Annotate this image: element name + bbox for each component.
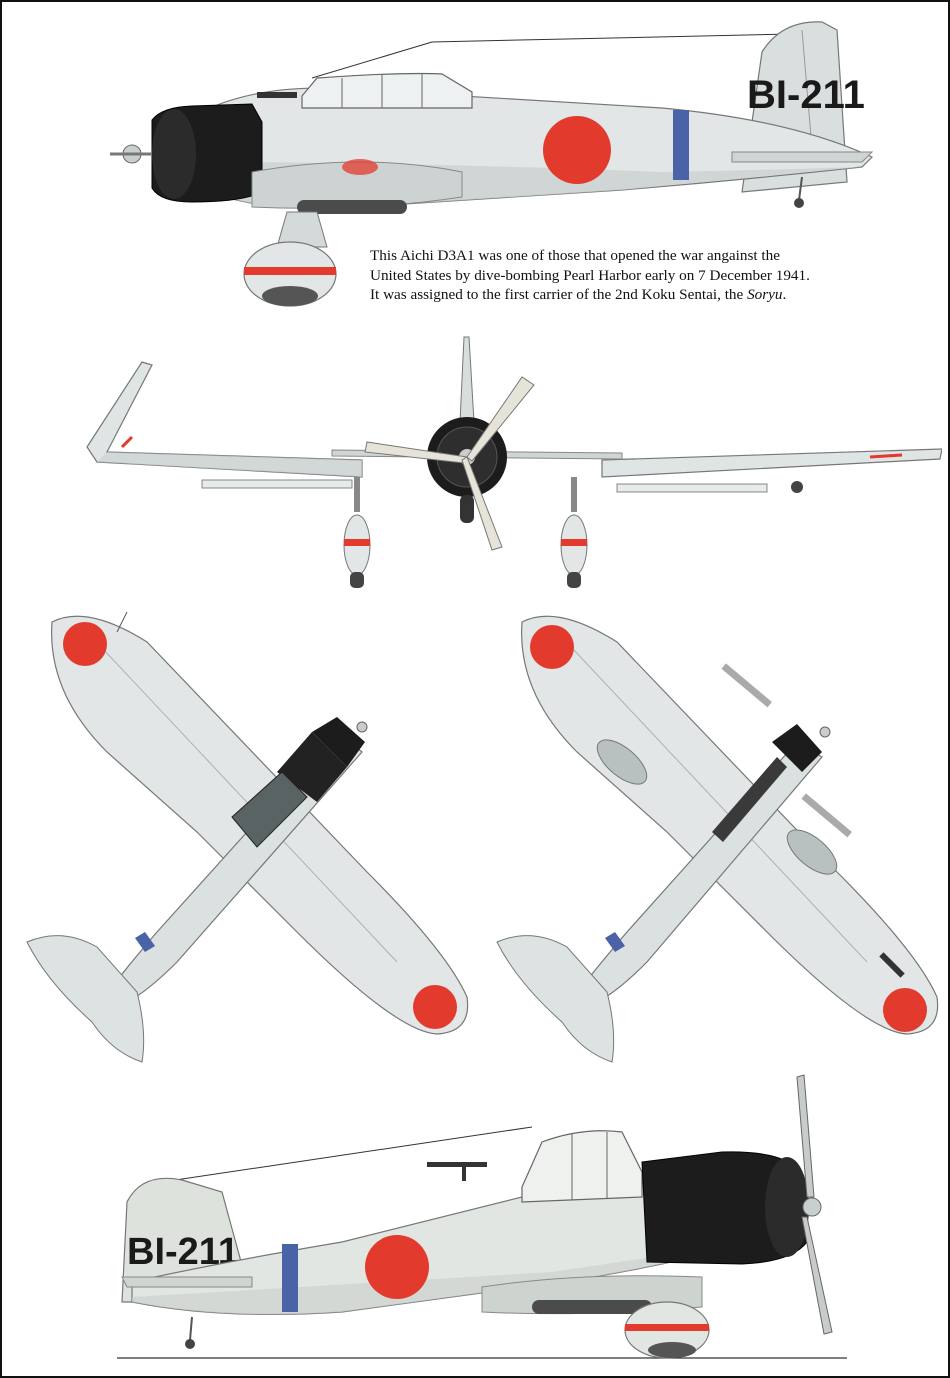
fuselage-band-bottom (282, 1244, 298, 1312)
top-view (17, 602, 477, 1072)
underside-view-drawing (487, 602, 947, 1072)
tail-code-bottom: BI-211 (127, 1231, 239, 1273)
caption-line-3-end: . (782, 286, 787, 303)
front-view-drawing (62, 327, 942, 602)
hinomaru-top (543, 116, 611, 184)
caption-text (370, 246, 890, 305)
hinomaru-top-view-left (63, 622, 107, 666)
front-view (62, 327, 942, 602)
caption-line-3-text: It was assigned to the first carrier of the 2nd Koku Sentai, the (370, 286, 748, 303)
caption-line-1: This Aichi D3A1 was one of those that opened the war angainst the (370, 247, 780, 264)
carrier-name: Soryu (747, 286, 783, 303)
hinomaru-bottom (365, 1235, 429, 1299)
hinomaru-top-view-right (413, 985, 457, 1029)
caption-line-2: United States by dive-bombing Pearl Harbor early on 7 December 1941. (370, 266, 810, 284)
caption-line-3 (370, 285, 890, 305)
hinomaru-underside-right (883, 988, 927, 1032)
underside-view (487, 602, 947, 1072)
side-profile-bottom (102, 1072, 862, 1372)
tail-code-top: BI-211 (747, 73, 865, 117)
side-profile-bottom-drawing (102, 1072, 862, 1372)
fuselage-band-top (673, 110, 689, 180)
hinomaru-underside-left (530, 625, 574, 669)
top-view-drawing (17, 602, 477, 1072)
